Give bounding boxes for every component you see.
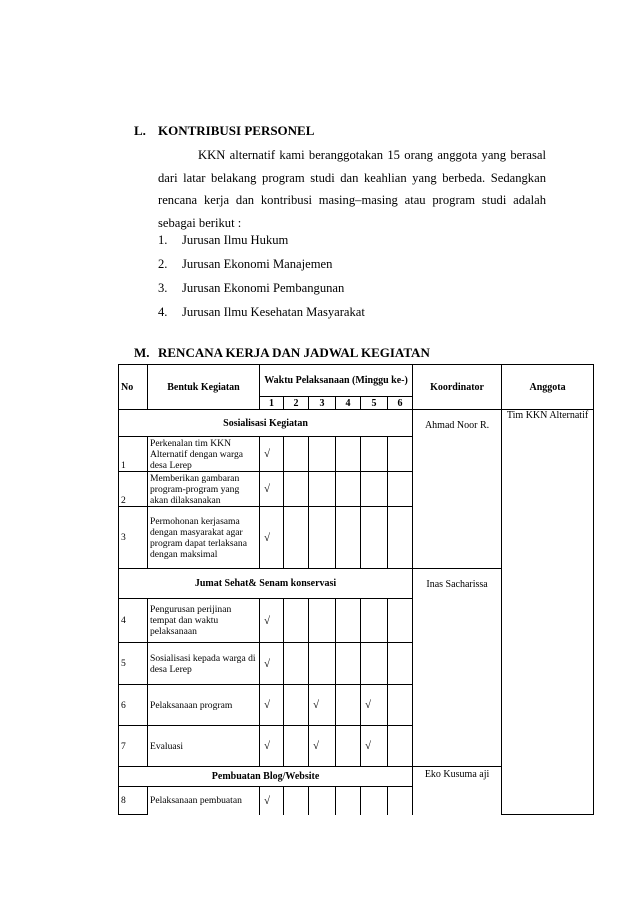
list-item-number: 3. bbox=[158, 281, 168, 295]
week-header: 1 bbox=[260, 397, 284, 410]
section-l-paragraph-block bbox=[158, 144, 546, 234]
schedule-table bbox=[118, 364, 594, 815]
section-l-heading bbox=[134, 123, 314, 139]
header-no: No bbox=[119, 365, 148, 410]
tick-mark: √ bbox=[260, 507, 284, 569]
row-activity: Perkenalan tim KKN Alternatif dengan warga desa Lerep bbox=[148, 437, 260, 472]
koordinator-cell: Inas Sacharissa bbox=[413, 569, 502, 767]
row-activity: Pengurusan perijinan tempat dan waktu pelaksanaan bbox=[148, 599, 260, 643]
list-item bbox=[158, 254, 365, 278]
row-number: 7 bbox=[119, 726, 148, 767]
week-header: 6 bbox=[388, 397, 413, 410]
tick-mark: √ bbox=[260, 685, 284, 726]
list-item bbox=[158, 278, 365, 302]
week-header: 4 bbox=[336, 397, 361, 410]
section-m-letter: M. bbox=[134, 345, 150, 360]
list-item-text: Jurusan Ilmu Hukum bbox=[182, 233, 289, 247]
tick-mark: √ bbox=[361, 685, 388, 726]
tick-mark: √ bbox=[260, 643, 284, 685]
koordinator-cell: Ahmad Noor R. bbox=[413, 410, 502, 569]
section-m-heading bbox=[134, 345, 430, 361]
tick-mark: √ bbox=[309, 685, 336, 726]
header-waktu: Waktu Pelaksanaan (Minggu ke-) bbox=[260, 365, 413, 397]
section-title: Sosialisasi Kegiatan bbox=[119, 410, 413, 437]
list-item bbox=[158, 230, 365, 254]
koordinator-cell: Eko Kusuma aji bbox=[413, 767, 502, 815]
week-header: 5 bbox=[361, 397, 388, 410]
anggota-cell: Tim KKN Alternatif bbox=[502, 410, 594, 815]
section-m-title: RENCANA KERJA DAN JADWAL KEGIATAN bbox=[158, 345, 430, 360]
row-number: 2 bbox=[119, 472, 148, 507]
list-item-text: Jurusan Ilmu Kesehatan Masyarakat bbox=[182, 305, 365, 319]
list-item-number: 1. bbox=[158, 233, 168, 247]
header-koordinator: Koordinator bbox=[413, 365, 502, 410]
list-item bbox=[158, 302, 365, 326]
row-number: 4 bbox=[119, 599, 148, 643]
tick-mark: √ bbox=[260, 472, 284, 507]
row-activity: Memberikan gambaran program-program yang akan dilaksanakan bbox=[148, 472, 260, 507]
tick-mark: √ bbox=[309, 726, 336, 767]
row-number: 8 bbox=[119, 787, 148, 815]
list-item-number: 4. bbox=[158, 305, 168, 319]
header-anggota: Anggota bbox=[502, 365, 594, 410]
header-bentuk: Bentuk Kegiatan bbox=[148, 365, 260, 410]
section-l-title: KONTRIBUSI PERSONEL bbox=[158, 123, 315, 138]
tick-mark: √ bbox=[260, 599, 284, 643]
tick-mark: √ bbox=[260, 726, 284, 767]
tick-mark: √ bbox=[361, 726, 388, 767]
study-program-list bbox=[158, 230, 365, 326]
row-activity: Pelaksanaan program bbox=[148, 685, 260, 726]
table-header-row bbox=[119, 365, 594, 397]
week-header: 2 bbox=[284, 397, 309, 410]
week-header: 3 bbox=[309, 397, 336, 410]
list-item-text: Jurusan Ekonomi Manajemen bbox=[182, 257, 333, 271]
list-item-number: 2. bbox=[158, 257, 168, 271]
row-activity: Permohonan kerjasama dengan masyarakat agar program dapat terlaksana dengan maksimal bbox=[148, 507, 260, 569]
list-item-text: Jurusan Ekonomi Pembangunan bbox=[182, 281, 345, 295]
section-title: Pembuatan Blog/Website bbox=[119, 767, 413, 787]
row-number: 5 bbox=[119, 643, 148, 685]
section-row bbox=[119, 410, 594, 437]
tick-mark: √ bbox=[260, 787, 284, 815]
section-l-letter: L. bbox=[134, 123, 146, 138]
tick-mark: √ bbox=[260, 437, 284, 472]
row-number: 1 bbox=[119, 437, 148, 472]
row-activity: Pelaksanaan pembuatan bbox=[148, 787, 260, 815]
row-number: 3 bbox=[119, 507, 148, 569]
row-activity: Evaluasi bbox=[148, 726, 260, 767]
row-activity: Sosialisasi kepada warga di desa Lerep bbox=[148, 643, 260, 685]
row-number: 6 bbox=[119, 685, 148, 726]
section-title: Jumat Sehat& Senam konservasi bbox=[119, 569, 413, 599]
section-l-paragraph: KKN alternatif kami beranggotakan 15 orang anggota yang berasal dari latar belakang program studi dan keahlian yang berbeda. Sedangkan rencana kerja dan kontribusi masing–masing atau program studi adalah sebagai berikut : bbox=[158, 148, 546, 230]
